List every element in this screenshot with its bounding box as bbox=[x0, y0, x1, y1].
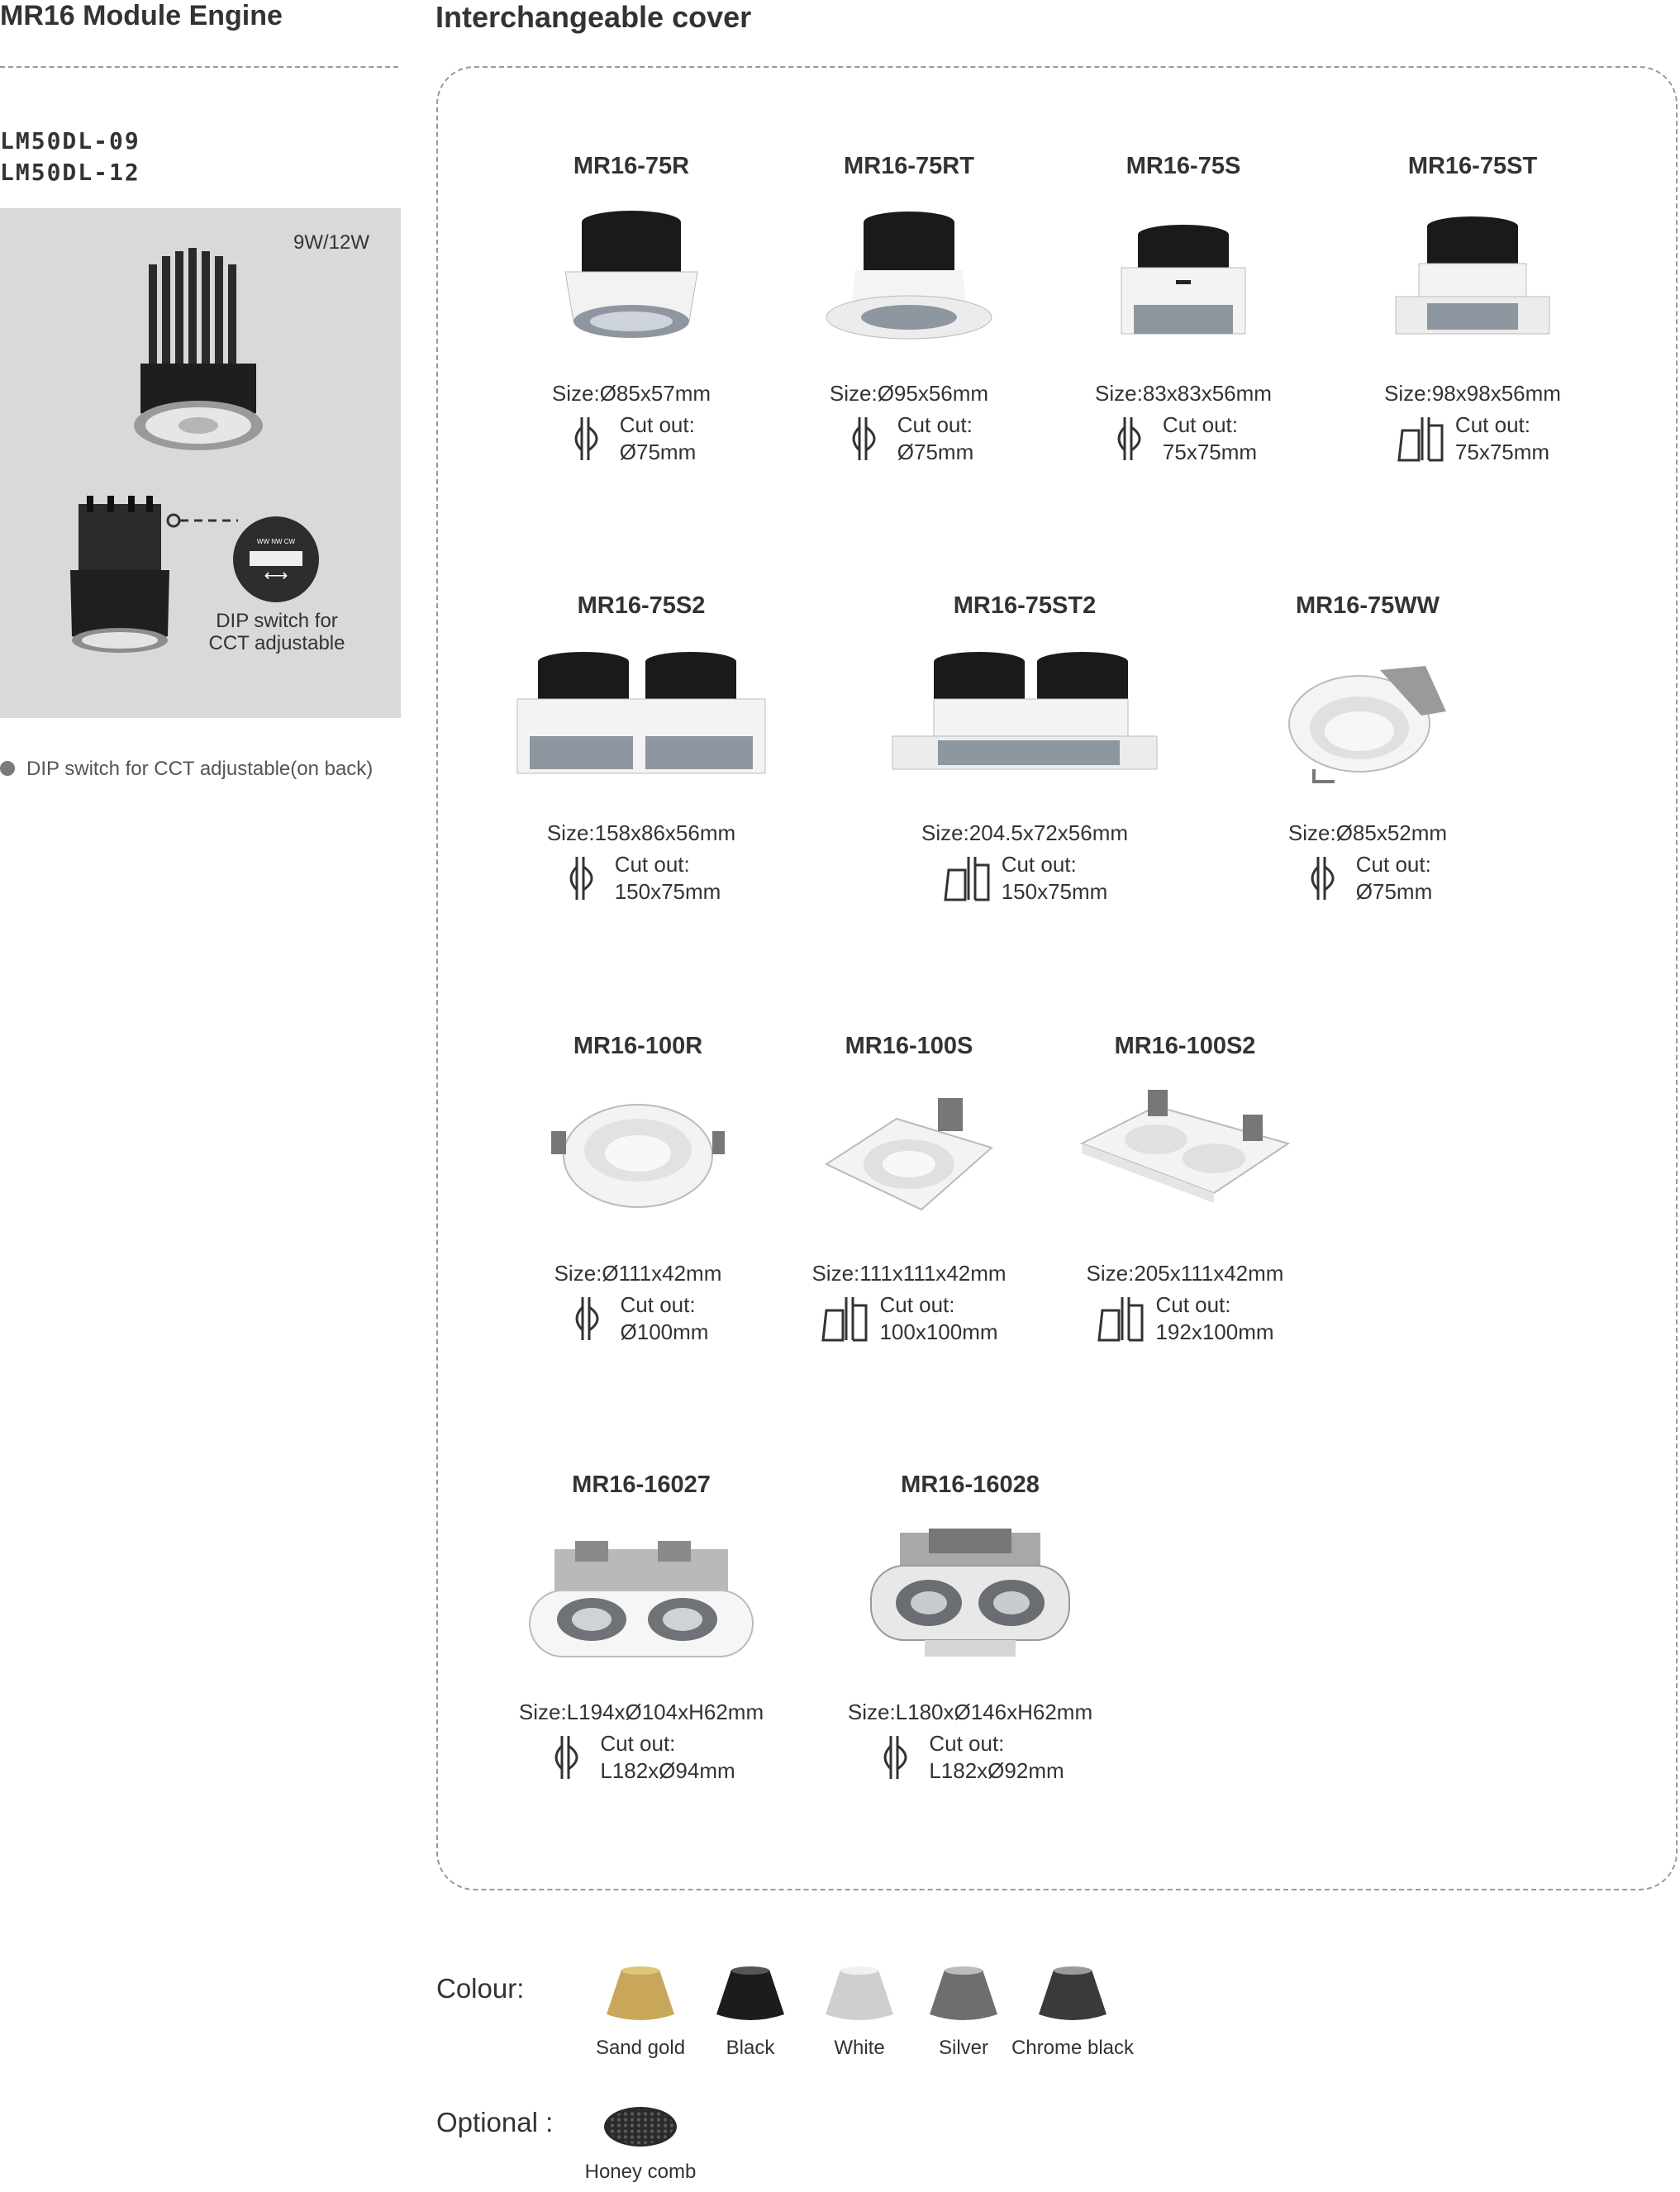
dip-switch-image bbox=[233, 516, 319, 602]
wattage-label: 9W/12W bbox=[293, 231, 370, 254]
round-cutout-icon bbox=[568, 1296, 611, 1342]
dip-switch-arrow: ⟷ bbox=[264, 567, 288, 585]
product-image bbox=[884, 637, 1165, 794]
product-card-mr16-100r bbox=[497, 1033, 778, 1346]
product-card-mr16-16027 bbox=[501, 1472, 782, 1785]
cut-out-value: 150x75mm bbox=[614, 879, 721, 904]
square-cutout-icon bbox=[942, 855, 992, 901]
product-image bbox=[769, 197, 1049, 354]
cutout-info bbox=[769, 1291, 1049, 1346]
product-card-mr16-16028 bbox=[830, 1472, 1111, 1785]
product-image bbox=[1227, 637, 1508, 794]
honeycomb-icon bbox=[602, 2105, 678, 2148]
product-card-mr16-75s2 bbox=[501, 592, 782, 906]
black-reflector-icon bbox=[713, 1966, 788, 2024]
product-card-mr16-75st2 bbox=[884, 592, 1165, 906]
cutout-info bbox=[769, 411, 1049, 466]
cut-out-label: Cut out: bbox=[1001, 852, 1077, 877]
cut-out-label: Cut out: bbox=[897, 412, 973, 437]
product-image bbox=[497, 1077, 778, 1234]
cutout-info bbox=[497, 1291, 778, 1346]
product-image bbox=[1043, 197, 1324, 354]
product-size: Size:Ø95x56mm bbox=[829, 381, 989, 406]
cutout-info bbox=[501, 851, 782, 906]
cut-out-label: Cut out: bbox=[1162, 412, 1238, 437]
product-name: MR16-100S bbox=[845, 1033, 973, 1059]
product-size: Size:83x83x56mm bbox=[1095, 381, 1272, 406]
engine-title: MR16 Module Engine bbox=[0, 0, 283, 31]
dip-note bbox=[0, 758, 373, 781]
cut-out-value: 75x75mm bbox=[1454, 440, 1550, 464]
dip-note-text: DIP switch for CCT adjustable(on back) bbox=[26, 758, 374, 780]
product-size: Size:111x111x42mm bbox=[811, 1261, 1007, 1286]
title-divider bbox=[0, 66, 398, 68]
chrome-black-reflector-icon bbox=[1035, 1966, 1110, 2024]
model-number-1: LM50DL-09 bbox=[0, 127, 140, 155]
cut-out-value: 150x75mm bbox=[1001, 879, 1108, 904]
cut-out-label: Cut out: bbox=[619, 412, 695, 437]
cut-out-value: Ø75mm bbox=[897, 440, 974, 464]
product-name: MR16-75RT bbox=[844, 153, 974, 179]
round-cutout-icon bbox=[567, 416, 610, 462]
cut-out-value: Ø75mm bbox=[619, 440, 697, 464]
product-card-mr16-75s bbox=[1043, 153, 1324, 466]
product-image bbox=[1045, 1077, 1325, 1234]
product-name: MR16-75WW bbox=[1295, 592, 1440, 619]
white-reflector-icon bbox=[822, 1966, 897, 2024]
product-size: Size:Ø111x42mm bbox=[554, 1261, 722, 1286]
dip-caption bbox=[169, 610, 384, 654]
cover-title: Interchangeable cover bbox=[435, 0, 752, 34]
cutout-info bbox=[830, 1730, 1111, 1785]
cutout-info bbox=[1045, 1291, 1325, 1346]
product-card-mr16-75r bbox=[491, 153, 772, 466]
colour-name: Sand gold bbox=[595, 2037, 686, 2059]
cutout-info bbox=[491, 411, 772, 466]
dip-switch-slot bbox=[250, 551, 302, 566]
product-name: MR16-100S2 bbox=[1114, 1033, 1256, 1059]
colour-name: Silver bbox=[938, 2037, 988, 2059]
colour-label: Colour: bbox=[436, 1973, 525, 2004]
product-image bbox=[1332, 197, 1613, 354]
cutout-info bbox=[1043, 411, 1324, 466]
cut-out-value: 75x75mm bbox=[1162, 440, 1258, 464]
cutout-info bbox=[884, 851, 1165, 906]
module-back-image bbox=[62, 496, 178, 661]
model-number-2: LM50DL-12 bbox=[0, 159, 140, 186]
cut-out-label: Cut out: bbox=[620, 1292, 696, 1317]
product-card-mr16-100s bbox=[769, 1033, 1049, 1346]
round-cutout-icon bbox=[562, 855, 605, 901]
product-name: MR16-75R bbox=[573, 153, 690, 179]
optional-honeycomb bbox=[570, 2105, 711, 2184]
sand-gold-reflector-icon bbox=[603, 1966, 678, 2024]
cut-out-value: L182xØ94mm bbox=[600, 1758, 735, 1783]
optional-name: Honey comb bbox=[584, 2161, 697, 2183]
dip-pointer-line bbox=[165, 508, 240, 533]
product-size: Size:204.5x72x56mm bbox=[921, 820, 1129, 845]
cut-out-label: Cut out: bbox=[600, 1731, 676, 1756]
product-name: MR16-75ST2 bbox=[953, 592, 1097, 619]
square-cutout-icon bbox=[820, 1296, 869, 1342]
cutout-info bbox=[1332, 411, 1613, 466]
product-card-mr16-100s2 bbox=[1045, 1033, 1325, 1346]
cut-out-value: L182xØ92mm bbox=[929, 1758, 1064, 1783]
cut-out-label: Cut out: bbox=[929, 1731, 1005, 1756]
cut-out-value: Ø75mm bbox=[1355, 879, 1433, 904]
cut-out-value: Ø100mm bbox=[620, 1319, 709, 1344]
cut-out-value: 192x100mm bbox=[1155, 1319, 1274, 1344]
product-card-mr16-75ww bbox=[1227, 592, 1508, 906]
product-name: MR16-16028 bbox=[901, 1472, 1040, 1498]
product-size: Size:L194xØ104xH62mm bbox=[518, 1700, 764, 1724]
product-size: Size:205x111x42mm bbox=[1086, 1261, 1284, 1286]
product-card-mr16-75st bbox=[1332, 153, 1613, 466]
silver-reflector-icon bbox=[926, 1966, 1001, 2024]
cut-out-label: Cut out: bbox=[1355, 852, 1431, 877]
round-cutout-icon bbox=[845, 416, 888, 462]
round-cutout-icon bbox=[547, 1734, 590, 1781]
cutout-info bbox=[1227, 851, 1508, 906]
cut-out-label: Cut out: bbox=[614, 852, 690, 877]
square-cutout-icon bbox=[1396, 416, 1445, 462]
product-name: MR16-16027 bbox=[572, 1472, 711, 1498]
product-size: Size:Ø85x57mm bbox=[551, 381, 712, 406]
colour-swatch-chrome-black bbox=[1002, 1966, 1143, 2060]
round-cutout-icon bbox=[1303, 855, 1346, 901]
product-image bbox=[501, 1516, 782, 1673]
round-cutout-icon bbox=[1110, 416, 1153, 462]
optional-label: Optional : bbox=[436, 2107, 554, 2137]
cut-out-label: Cut out: bbox=[1155, 1292, 1231, 1317]
product-size: Size:158x86x56mm bbox=[546, 820, 736, 845]
product-image bbox=[491, 197, 772, 354]
dip-switch-labels: WW NW CW bbox=[256, 538, 296, 545]
product-name: MR16-75S2 bbox=[577, 592, 706, 619]
module-engine-image bbox=[124, 248, 273, 471]
product-name: MR16-75ST bbox=[1407, 153, 1538, 179]
colour-name: Chrome black bbox=[1011, 2037, 1135, 2059]
colour-name: White bbox=[834, 2037, 885, 2059]
cut-out-value: 100x100mm bbox=[879, 1319, 998, 1344]
dip-caption-line-1: DIP switch for bbox=[216, 610, 338, 632]
product-name: MR16-75S bbox=[1126, 153, 1241, 179]
product-size: Size:Ø85x52mm bbox=[1287, 820, 1448, 845]
product-name: MR16-100R bbox=[573, 1033, 703, 1059]
cutout-info bbox=[501, 1730, 782, 1785]
colour-name: Black bbox=[726, 2037, 775, 2059]
product-size: Size:L180xØ146xH62mm bbox=[847, 1700, 1093, 1724]
product-image bbox=[501, 637, 782, 794]
cut-out-label: Cut out: bbox=[1454, 412, 1530, 437]
bullet-icon bbox=[0, 761, 15, 776]
cut-out-label: Cut out: bbox=[879, 1292, 955, 1317]
round-cutout-icon bbox=[876, 1734, 919, 1781]
dip-caption-line-2: CCT adjustable bbox=[208, 632, 345, 654]
product-image bbox=[769, 1077, 1049, 1234]
square-cutout-icon bbox=[1096, 1296, 1145, 1342]
product-size: Size:98x98x56mm bbox=[1384, 381, 1561, 406]
product-card-mr16-75rt bbox=[769, 153, 1049, 466]
product-image bbox=[830, 1516, 1111, 1673]
